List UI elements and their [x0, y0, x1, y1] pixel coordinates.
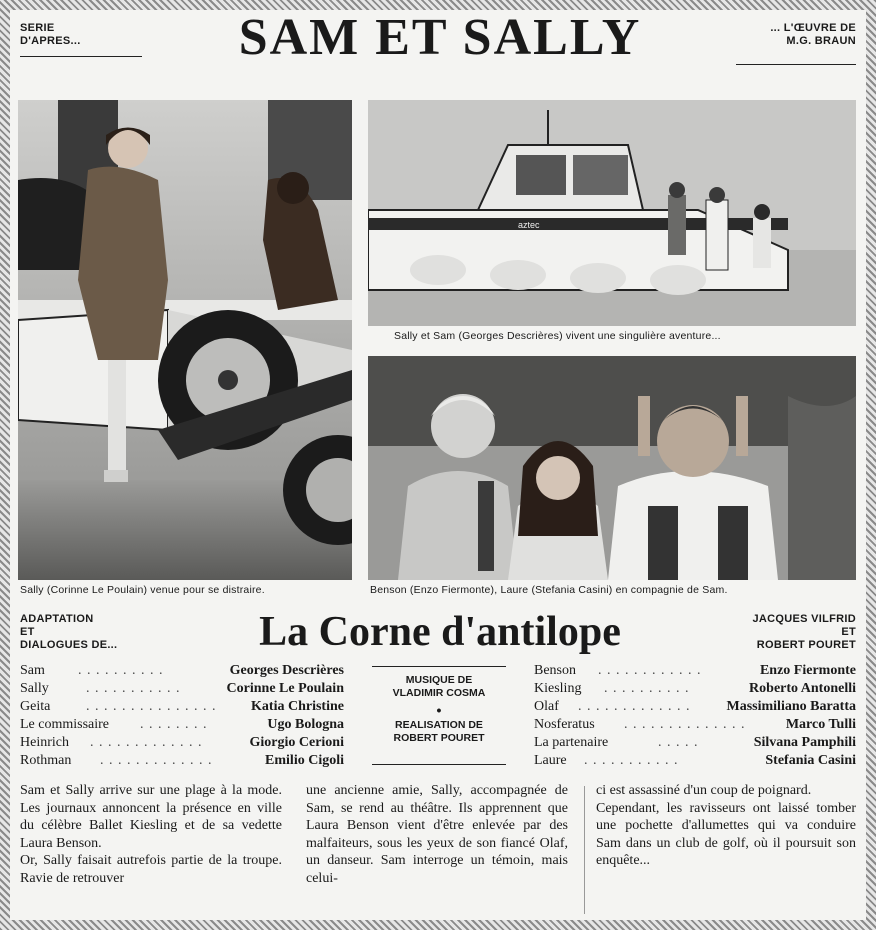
synopsis-paragraph: une ancienne amie, Sally, accompagnée de Sam, se rend au théâtre. Ils apprennent que Laura Benson vient d'être enlevée par des malfaiteurs, sous les yeux de son fiancé Olaf, un danseur. Sam interroge un témoin, mais celui- — [306, 783, 568, 886]
cast-role: Laure — [534, 753, 567, 768]
cast-row — [534, 698, 856, 716]
leader-dots: . . . . . . . . — [140, 717, 208, 732]
synopsis-paragraph: Cependant, les ravisseurs ont laissé tomber une pochette d'allumettes qui va conduire Sam dans un club de golf, où il poursuit son enquête... — [596, 800, 856, 868]
caption-left-photo: Sally (Corinne Le Poulain) venue pour se distraire. — [20, 584, 265, 596]
leader-dots: . . . . . . . . . . . . . . . — [86, 699, 217, 714]
cast-row — [20, 716, 344, 734]
leader-dots: . . . . . . . . . . . . . — [100, 753, 213, 768]
cast-row — [534, 752, 856, 770]
cast-row — [20, 680, 344, 698]
credits-bullet: • — [436, 702, 442, 718]
caption-boat-photo: Sally et Sam (Georges Descrières) vivent une singulière aventure... — [394, 330, 721, 342]
leader-dots: . . . . . . . . . . — [78, 663, 164, 678]
cast-role: Olaf — [534, 699, 559, 714]
cast-actor: Katia Christine — [251, 699, 344, 714]
cast-role: Heinrich — [20, 735, 69, 750]
cast-row — [20, 698, 344, 716]
photo-benson-laure-sam — [368, 356, 856, 580]
photo-trio-image — [368, 356, 856, 580]
cast-actor: Georges Descrières — [229, 663, 344, 678]
photo-sally-car-image — [18, 100, 352, 580]
cast-role: Geita — [20, 699, 51, 714]
photo-boat-image — [368, 100, 856, 326]
cast-role: Rothman — [20, 753, 72, 768]
column-divider — [584, 786, 585, 914]
cast-actor: Giorgio Cerioni — [249, 735, 344, 750]
cast-actor: Roberto Antonelli — [749, 681, 856, 696]
leader-dots: . . . . . . . . . . . . . — [90, 735, 203, 750]
boat-name-label: aztec — [518, 220, 540, 230]
series-title: SAM ET SALLY — [238, 9, 642, 66]
cast-role: Sally — [20, 681, 49, 696]
cast-actor: Marco Tulli — [785, 717, 856, 732]
header-right-rule — [736, 64, 856, 65]
photo-sally-car — [18, 100, 352, 580]
cast-role: Nosferatus — [534, 717, 595, 732]
cast-row — [534, 734, 856, 752]
subheader-right-note: JACQUES VILFRID ET ROBERT POURET — [752, 613, 856, 651]
synopsis-paragraph: ci est assassiné d'un coup de poignard. — [596, 783, 812, 798]
cast-role: Sam — [20, 663, 45, 678]
synopsis-paragraph: Or, Sally faisait autrefois partie de la troupe. Ravie de retrouver — [20, 853, 282, 886]
leader-dots: . . . . . . . . . . . — [86, 681, 181, 696]
credits-bottom-rule — [372, 764, 506, 765]
caption-trio-photo: Benson (Enzo Fiermonte), Laure (Stefania Casini) en compagnie de Sam. — [370, 584, 728, 596]
music-label: MUSIQUE DE — [405, 674, 473, 686]
episode-title: La Corne d'antilope — [259, 609, 621, 655]
cast-role: Benson — [534, 663, 576, 678]
cast-actor: Enzo Fiermonte — [759, 663, 856, 678]
cast-role: Le commissaire — [20, 717, 110, 732]
credits-center — [368, 674, 510, 745]
cast-actor: Massimiliano Baratta — [726, 699, 856, 714]
leader-dots: . . . . . . . . . . . . . — [578, 699, 691, 714]
synopsis-paragraph: Sam et Sally arrive sur une plage à la mode. Les journaux annoncent la présence en ville du célèbre Ballet Kiesling et de sa vedette Laura Benson. — [20, 783, 282, 851]
cast-row — [20, 752, 344, 770]
synopsis-col-1 — [20, 782, 282, 887]
photo-boat — [368, 100, 856, 326]
direction-name: ROBERT POURET — [393, 732, 485, 744]
cast-actor: Stefania Casini — [765, 753, 856, 768]
cast-row — [534, 716, 856, 734]
music-name: VLADIMIR COSMA — [392, 687, 486, 699]
cast-role: Kiesling — [534, 681, 582, 696]
synopsis-col-2 — [306, 782, 568, 887]
cast-actor: Emilio Cigoli — [265, 753, 344, 768]
cast-actor: Corinne Le Poulain — [226, 681, 344, 696]
leader-dots: . . . . . . . . . . . . . . — [624, 717, 746, 732]
header-left-note: SERIE D'APRES... — [20, 22, 81, 47]
cast-actor: Silvana Pamphili — [753, 735, 856, 750]
credits-top-rule — [372, 666, 506, 667]
header-right-note: ... L'ŒUVRE DE M.G. BRAUN — [770, 22, 856, 47]
synopsis-col-3 — [596, 782, 856, 870]
leader-dots: . . . . . . . . . . . — [584, 753, 679, 768]
leader-dots: . . . . . . . . . . — [604, 681, 690, 696]
leader-dots: . . . . . — [658, 735, 699, 750]
tv-listing-page — [10, 10, 866, 920]
cast-actor: Ugo Bologna — [267, 717, 344, 732]
header-left-rule — [20, 56, 142, 57]
cast-row — [20, 662, 344, 680]
cast-row — [534, 680, 856, 698]
cast-row — [20, 734, 344, 752]
subheader-left-note: ADAPTATION ET DIALOGUES DE... — [20, 613, 118, 651]
leader-dots: . . . . . . . . . . . . — [598, 663, 702, 678]
cast-role: La partenaire — [534, 735, 609, 750]
direction-label: REALISATION DE — [395, 719, 483, 731]
cast-row — [534, 662, 856, 680]
